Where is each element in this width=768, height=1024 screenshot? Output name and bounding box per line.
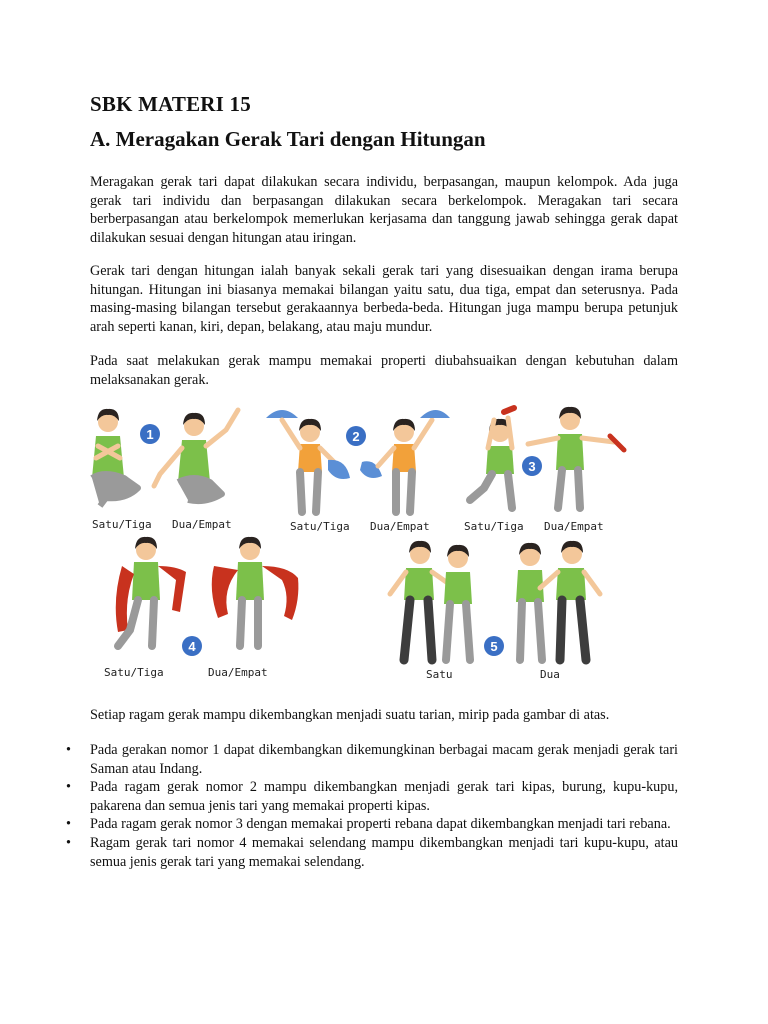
badge-5-label: 5 bbox=[490, 639, 498, 654]
badge-2 bbox=[346, 426, 366, 446]
section-title: A. Meragakan Gerak Tari dengan Hitungan bbox=[90, 127, 486, 151]
caption-1-dua-empat: Dua/Empat bbox=[172, 518, 232, 531]
list-item-text: Ragam gerak tari nomor 4 memakai selendang mampu dikembangkan menjadi tari kupu-kupu, atau semua jenis gerak tari yang memakai selendang. bbox=[90, 834, 678, 870]
dancer-5a-figure bbox=[390, 541, 472, 660]
dancer-4b-figure bbox=[212, 537, 299, 646]
list-item-text: Pada ragam gerak nomor 3 dengan memakai properti rebana dapat dikembangkan menjadi tari rebana. bbox=[90, 816, 671, 833]
dancer-5b-figure bbox=[516, 541, 600, 660]
list-item bbox=[66, 815, 678, 834]
document-title: SBK MATERI 15 bbox=[90, 92, 251, 116]
paragraph-2: Gerak tari dengan hitungan ialah banyak sekali gerak tari yang disesuaikan dengan irama berupa hitungan. Hitungan ini biasanya memakai bilangan yaitu satu, dua tiga, empat dan seterusnya. Pada masing-masing bilangan tersebut gerakaannya berbeda-beda. Hitungan juga mampu berupa petunjuk arah seperti kanan, kiri, depan, belakang, atau maju mundur. bbox=[90, 263, 678, 335]
badge-1 bbox=[140, 424, 160, 444]
caption-3-satu-tiga: Satu/Tiga bbox=[464, 520, 524, 533]
caption-4-dua-empat: Dua/Empat bbox=[208, 666, 268, 679]
list-item bbox=[66, 741, 678, 778]
dancer-4a-figure bbox=[116, 537, 186, 646]
bullet-icon: • bbox=[66, 742, 71, 758]
list-item bbox=[66, 778, 678, 815]
list-item bbox=[66, 834, 678, 871]
bullet-icon: • bbox=[66, 834, 71, 851]
badge-4 bbox=[182, 636, 202, 656]
badge-4-label: 4 bbox=[188, 639, 196, 654]
caption-2-dua-empat: Dua/Empat bbox=[370, 520, 430, 533]
badge-2-label: 2 bbox=[352, 429, 360, 444]
dancer-3a-figure bbox=[470, 408, 514, 508]
badge-1-label: 1 bbox=[146, 427, 154, 442]
caption-4-satu-tiga: Satu/Tiga bbox=[104, 666, 164, 679]
list-item-text: Pada gerakan nomor 1 dapat dikembangkan dikemungkinan berbagai macam gerak menjadi gerak tari Saman atau Indang. bbox=[90, 742, 678, 777]
paragraph-3: Pada saat melakukan gerak mampu memakai properti diubahsuaikan dengan kebutuhan dalam melaksanakan gerak. bbox=[90, 353, 678, 388]
bullet-icon: • bbox=[66, 816, 71, 833]
dancer-2a-figure bbox=[266, 410, 350, 512]
badge-3-label: 3 bbox=[528, 459, 536, 474]
paragraph-4: Setiap ragam gerak mampu dikembangkan menjadi suatu tarian, mirip pada gambar di atas. bbox=[90, 707, 610, 723]
badge-5 bbox=[484, 636, 504, 656]
list-item-text: Pada ragam gerak nomor 2 mampu dikembangkan menjadi gerak tari kipas, burung, kupu-kupu, pakarena dan semua jenis tari yang memakai properti kipas. bbox=[90, 779, 678, 814]
caption-5-satu: Satu bbox=[426, 668, 453, 681]
badge-3 bbox=[522, 456, 542, 476]
dancer-3b-figure bbox=[528, 407, 624, 508]
paragraph-1: Meragakan gerak tari dapat dilakukan secara individu, berpasangan, maupun kelompok. Ada juga gerak tari individu dan berpasangan dilakukan secara berkelompok. Meragakan tari secara berberpasangan atau berkelompok memerlukan kerjasama dan tanggung jawab sehingga gerak dapat dilakukan sesuai dengan hitungan atau iringan. bbox=[90, 174, 678, 246]
dancer-1a-figure bbox=[92, 409, 138, 506]
bullet-icon: • bbox=[66, 779, 71, 796]
caption-3-dua-empat: Dua/Empat bbox=[544, 520, 604, 533]
caption-5-dua: Dua bbox=[540, 668, 560, 681]
dancer-1b-figure bbox=[154, 410, 238, 501]
caption-1-satu-tiga: Satu/Tiga bbox=[92, 518, 152, 531]
bullet-list bbox=[66, 741, 678, 871]
dancer-2b-figure bbox=[360, 410, 450, 512]
caption-2-satu-tiga: Satu/Tiga bbox=[290, 520, 350, 533]
